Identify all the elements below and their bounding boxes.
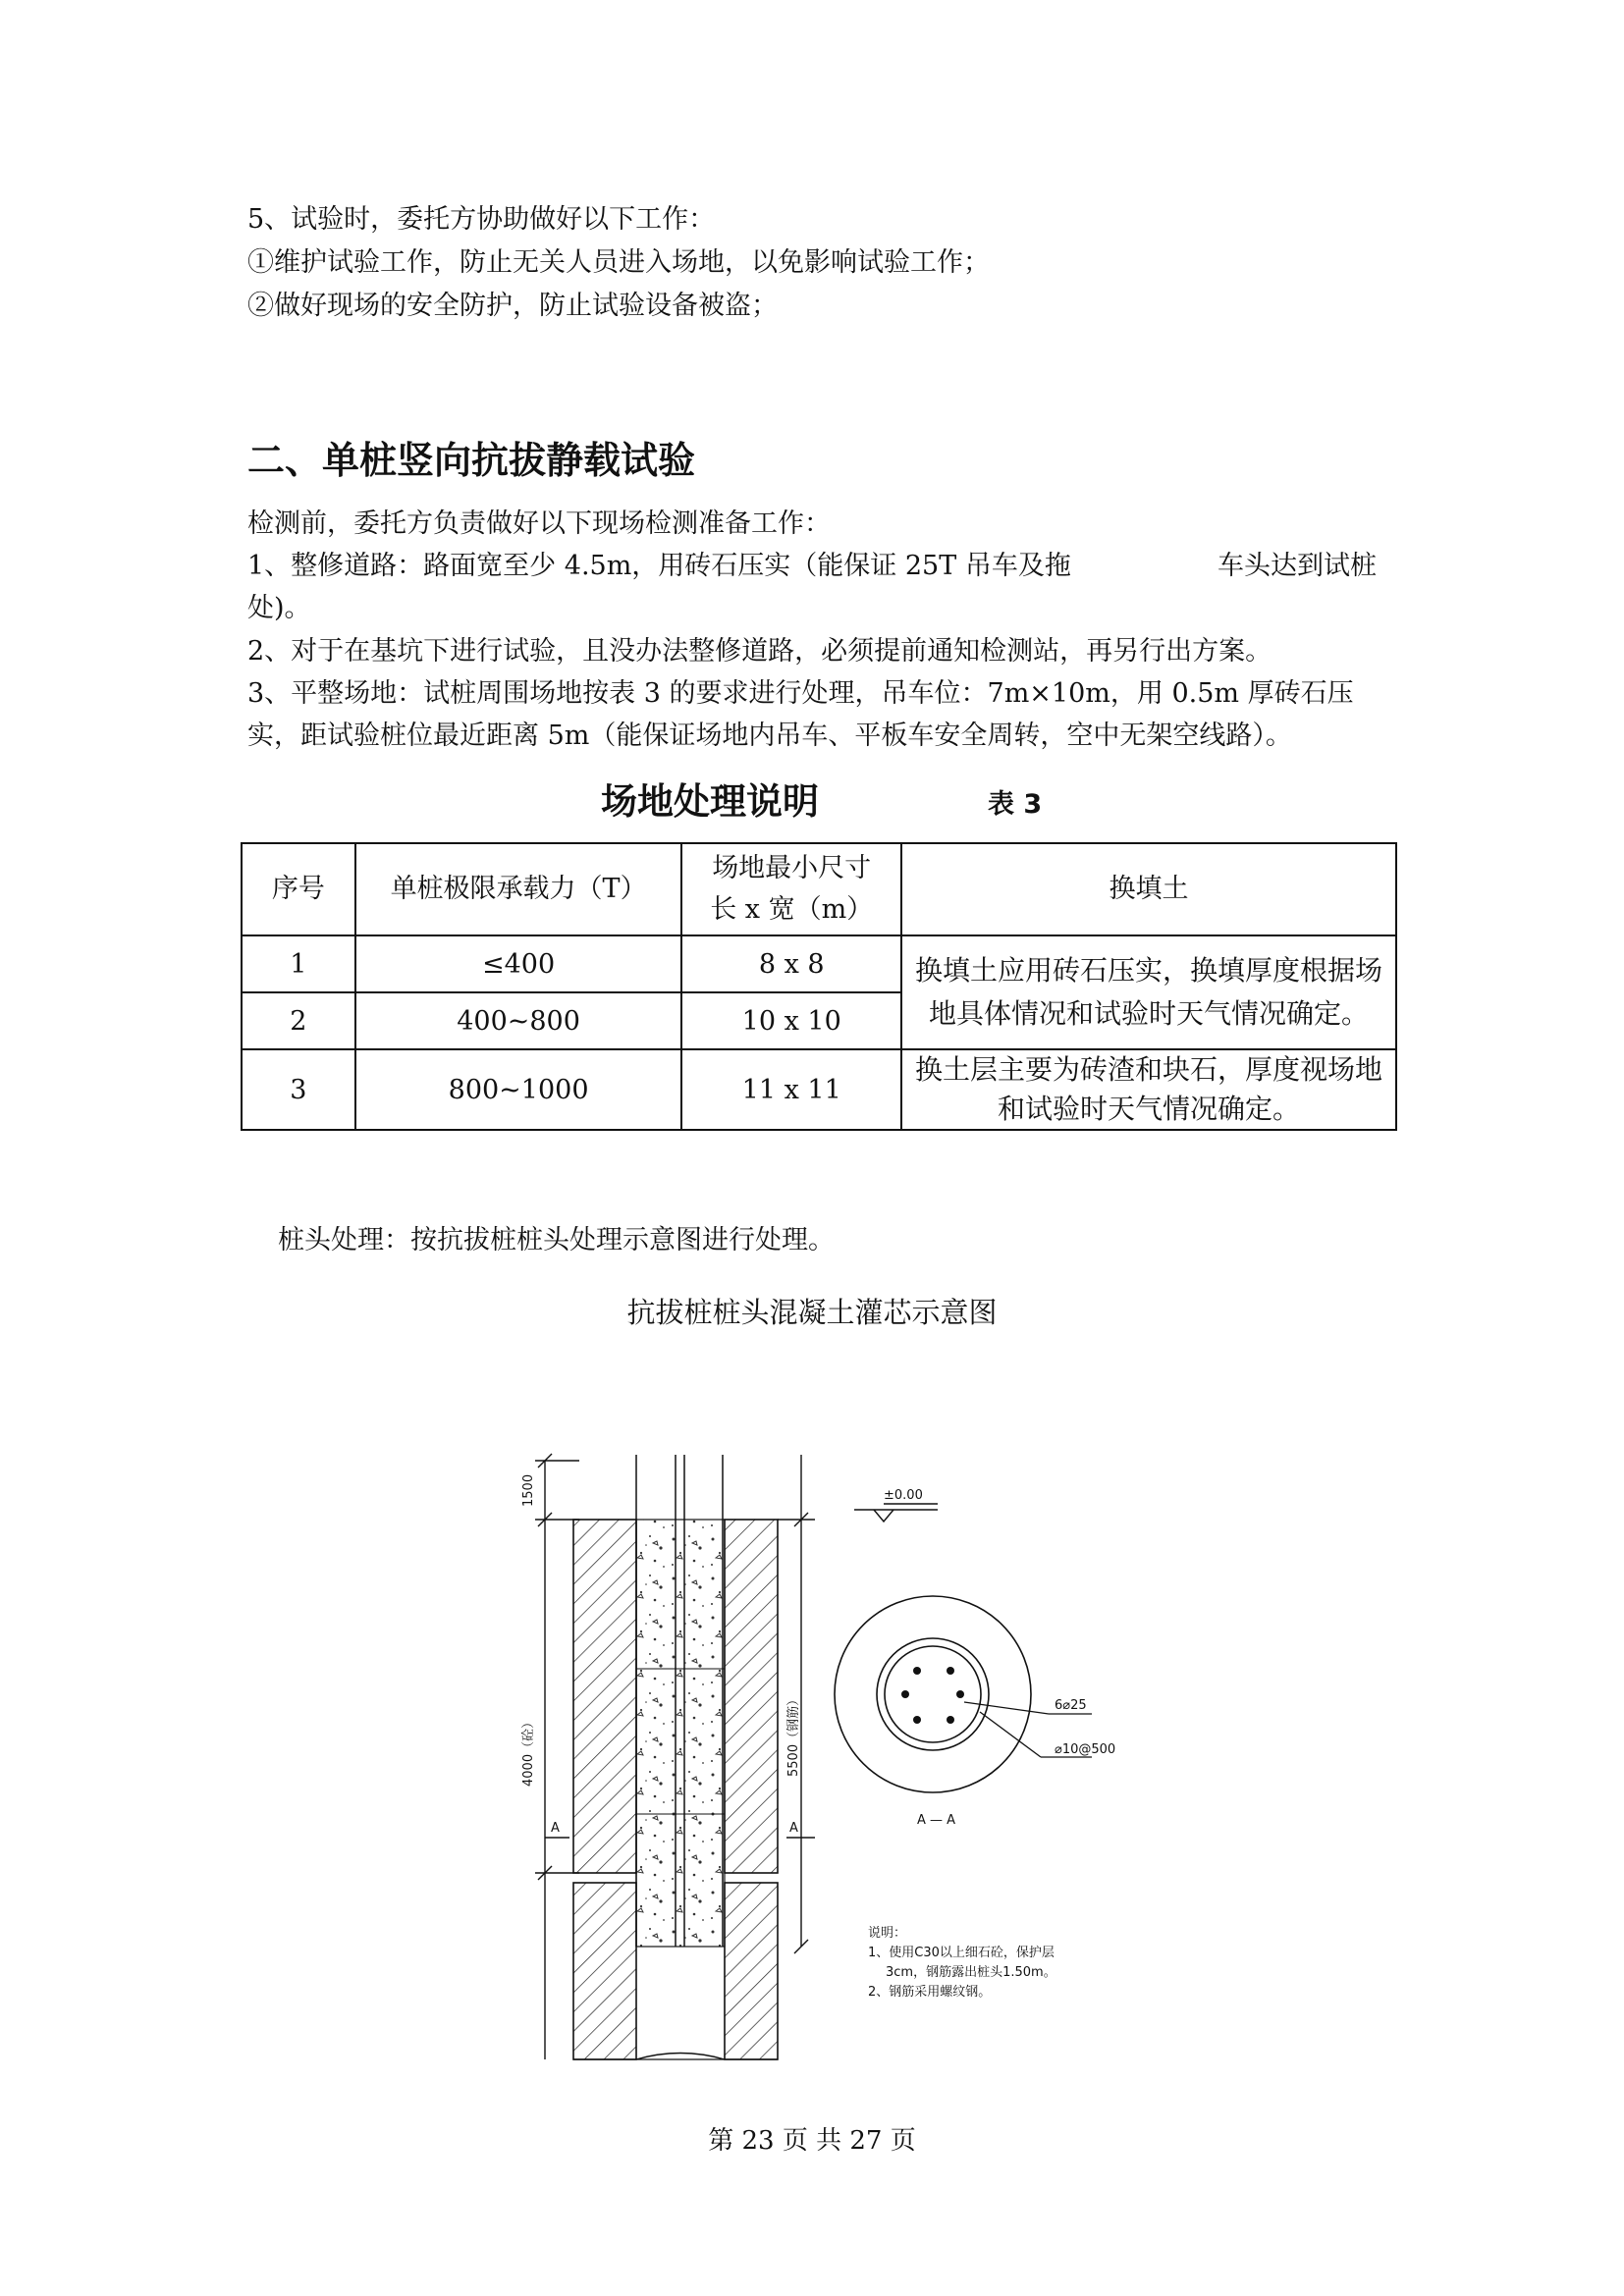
section-mark-left: A xyxy=(551,1821,560,1836)
table-caption: 场地处理说明 xyxy=(601,780,819,823)
cell-size: 8 x 8 xyxy=(681,935,901,992)
paragraph-item-5: 5、试验时，委托方协助做好以下工作： xyxy=(247,204,716,235)
paragraph-item-5-1: ①维护试验工作，防止无关人员进入场地，以免影响试验工作； xyxy=(247,247,990,278)
item-1-cont: 处)。 xyxy=(247,593,311,623)
level-mark xyxy=(854,1504,938,1522)
footer-prefix: 第 xyxy=(708,2126,734,2156)
cell-load: ≤400 xyxy=(355,935,682,992)
fill-note-line2: 地具体情况和试验时天气情况确定。 xyxy=(929,997,1370,1030)
dim-left-label: 4000（砼） xyxy=(521,1715,536,1787)
note-line-1: 1、使用C30以上细石砼，保护层 xyxy=(868,1946,1055,1960)
fill-note-line2: 和试验时天气情况确定。 xyxy=(998,1093,1301,1125)
cell-load: 400~800 xyxy=(355,992,682,1049)
rebar-main-label: 6⌀25 xyxy=(1055,1698,1087,1713)
header-serial: 序号 xyxy=(242,843,355,935)
fill-note-line1: 换土层主要为砖渣和块石，厚度视场地 xyxy=(915,1053,1383,1086)
table-number: 表 3 xyxy=(988,789,1043,820)
header-fill: 换填土 xyxy=(901,843,1396,935)
cell-serial: 2 xyxy=(242,992,355,1049)
level-label: ±0.00 xyxy=(884,1488,923,1503)
cell-load: 800~1000 xyxy=(355,1049,682,1130)
cell-size: 10 x 10 xyxy=(681,992,901,1049)
section-aa xyxy=(835,1596,1031,1792)
cell-serial: 3 xyxy=(242,1049,355,1130)
note-line-3: 2、钢筋采用螺纹钢。 xyxy=(868,1985,992,2000)
footer-suffix: 页 xyxy=(890,2126,916,2156)
rebar-stirrup-label: ⌀10@500 xyxy=(1055,1742,1116,1757)
section-intro: 检测前，委托方负责做好以下现场检测准备工作： xyxy=(247,508,831,539)
fill-note-line1: 换填土应用砖石压实，换填厚度根据场 xyxy=(915,954,1383,987)
note-title: 说明： xyxy=(868,1926,907,1941)
concrete-core xyxy=(636,1520,725,1947)
dim-right-label: 5500（钢筋） xyxy=(786,1692,801,1777)
section-mark-right: A xyxy=(789,1821,798,1836)
dim-top-label: 1500 xyxy=(521,1473,536,1507)
pile-head-note: 桩头处理：按抗拔桩桩头处理示意图进行处理。 xyxy=(278,1225,835,1255)
page-footer xyxy=(0,2120,1624,2157)
header-size-line1: 场地最小尺寸 xyxy=(712,853,872,883)
item-1: 1、整修道路：路面宽至少 4.5m，用砖石压实（能保证 25T 吊车及拖 xyxy=(247,551,1071,581)
footer-total: 27 xyxy=(849,2126,883,2156)
cell-size: 11 x 11 xyxy=(681,1049,901,1130)
item-3: 3、平整场地：试桩周围场地按表 3 的要求进行处理，吊车位：7m×10m，用 0.5m 厚砖石压 xyxy=(247,678,1354,709)
footer-mid: 页 共 xyxy=(782,2126,842,2156)
rebar-dots xyxy=(901,1667,964,1724)
paragraph-item-5-2: ②做好现场的安全防护，防止试验设备被盗； xyxy=(247,291,778,321)
item-1-tail: 车头达到试桩 xyxy=(1218,551,1377,581)
note-line-2: 3cm，钢筋露出桩头1.50m。 xyxy=(886,1965,1056,1980)
item-3-cont: 实，距试验桩位最近距离 5m（能保证场地内吊车、平板车安全周转，空中无架空线路）。 xyxy=(247,721,1292,751)
section-aa-label: A — A xyxy=(917,1813,956,1828)
header-load: 单桩极限承载力（T） xyxy=(355,843,682,935)
item-2: 2、对于在基坑下进行试验，且没办法整修道路，必须提前通知检测站，再另行出方案。 xyxy=(247,636,1272,667)
cell-serial: 1 xyxy=(242,935,355,992)
footer-page: 23 xyxy=(741,2126,775,2156)
figure-title: 抗拔桩桩头混凝土灌芯示意图 xyxy=(626,1296,998,1329)
header-size-line2: 长 x 宽（m） xyxy=(710,894,874,925)
section-heading: 二、单桩竖向抗拔静载试验 xyxy=(247,439,696,482)
